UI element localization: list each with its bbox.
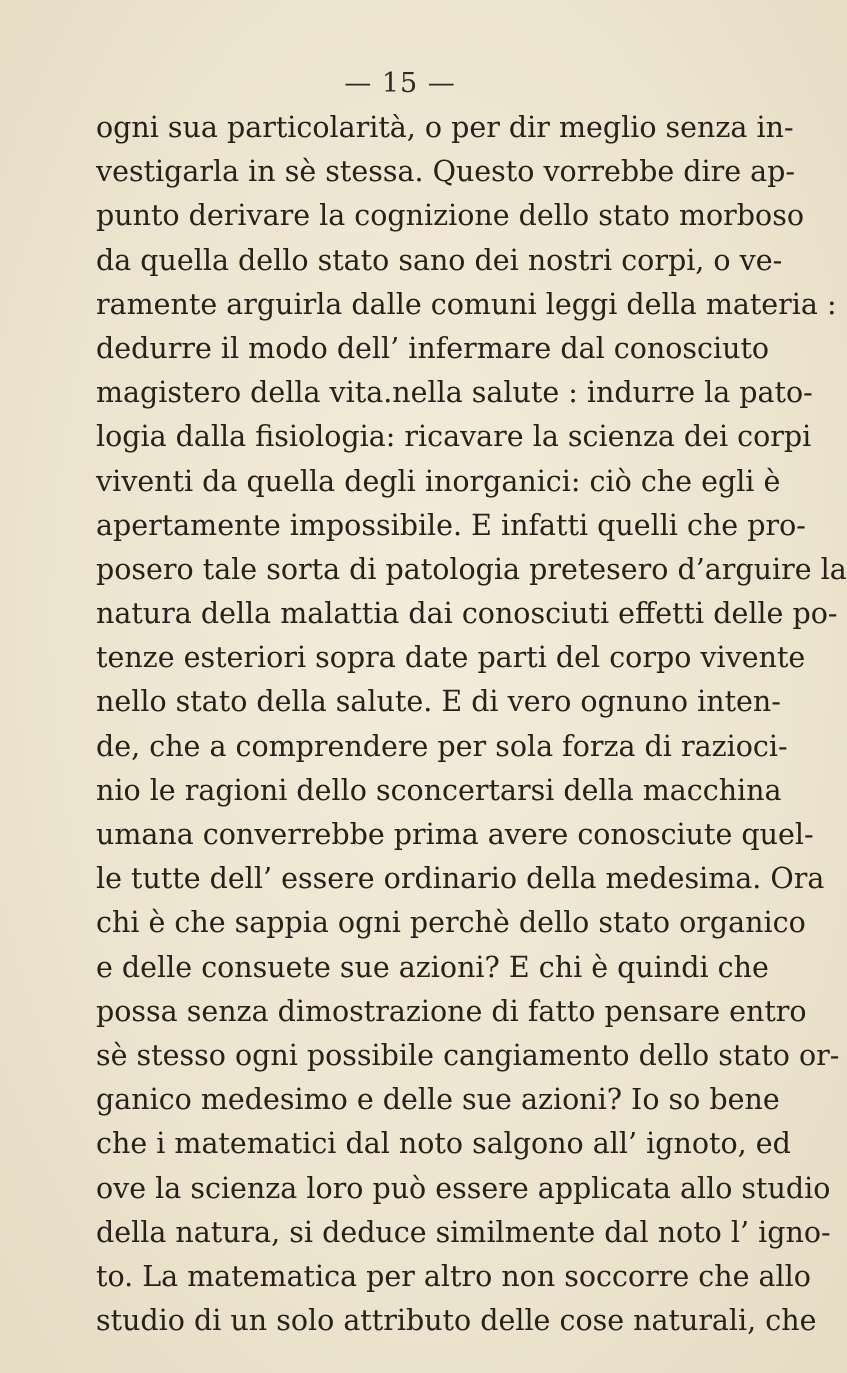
- text-line: viventi da quella degli inorganici: ciò che egli è: [96, 464, 781, 498]
- text-line: punto derivare la cognizione dello stato morboso: [96, 199, 804, 233]
- text-line: ganico medesimo e delle sue azioni? Io so bene: [96, 1083, 780, 1117]
- text-line: magistero della vita.nella salute : indurre la pato-: [96, 376, 813, 410]
- text-line: vestigarla in sè stessa. Questo vorrebbe dire ap-: [96, 155, 796, 189]
- text-line: possa senza dimostrazione di fatto pensare entro: [96, 994, 807, 1028]
- text-line: ove la scienza loro può essere applicata allo studio: [96, 1171, 831, 1205]
- page-number-header: — 15 —: [344, 68, 456, 99]
- text-line: dedurre il modo dell’ infermare dal conosciuto: [96, 331, 770, 365]
- text-line: ramente arguirla dalle comuni leggi della materia :: [96, 287, 837, 321]
- text-line: posero tale sorta di patologia pretesero d’arguire la: [96, 552, 847, 586]
- text-line: to. La matematica per altro non soccorre che allo: [96, 1259, 811, 1293]
- text-line: umana converrebbe prima avere conosciute quel-: [96, 818, 814, 851]
- text-line: nello stato della salute. E di vero ognuno inten-: [96, 685, 781, 719]
- text-line: da quella dello stato sano dei nostri corpi, o ve-: [96, 243, 783, 277]
- text-line: della natura, si deduce similmente dal noto l’ igno-: [96, 1215, 831, 1249]
- text-line: e delle consuete sue azioni? E chi è quindi che: [96, 950, 769, 984]
- text-line: apertamente impossibile. E infatti quelli che pro-: [96, 508, 806, 542]
- text-line: de, che a comprendere per sola forza di razioci-: [96, 729, 788, 763]
- text-line: che i matematici dal noto salgono all’ ignoto, ed: [96, 1127, 791, 1161]
- text-line: tenze esteriori sopra date parti del corpo vivente: [96, 641, 806, 675]
- body-text: [96, 106, 847, 1343]
- text-line: ogni sua particolarità, o per dir meglio senza in-: [96, 111, 794, 144]
- text-line: chi è che sappia ogni perchè dello stato organico: [96, 906, 806, 940]
- text-line: natura della malattia dai conosciuti effetti delle po-: [96, 597, 838, 631]
- text-line: nio le ragioni dello sconcertarsi della macchina: [96, 773, 782, 807]
- text-line: logia dalla fisiologia: ricavare la scienza dei corpi: [96, 420, 812, 454]
- text-line: sè stesso ogni possibile cangiamento dello stato or-: [96, 1038, 840, 1072]
- text-line: studio di un solo attributo delle cose naturali, che: [96, 1304, 817, 1338]
- text-line: le tutte dell’ essere ordinario della medesima. Ora: [96, 862, 825, 896]
